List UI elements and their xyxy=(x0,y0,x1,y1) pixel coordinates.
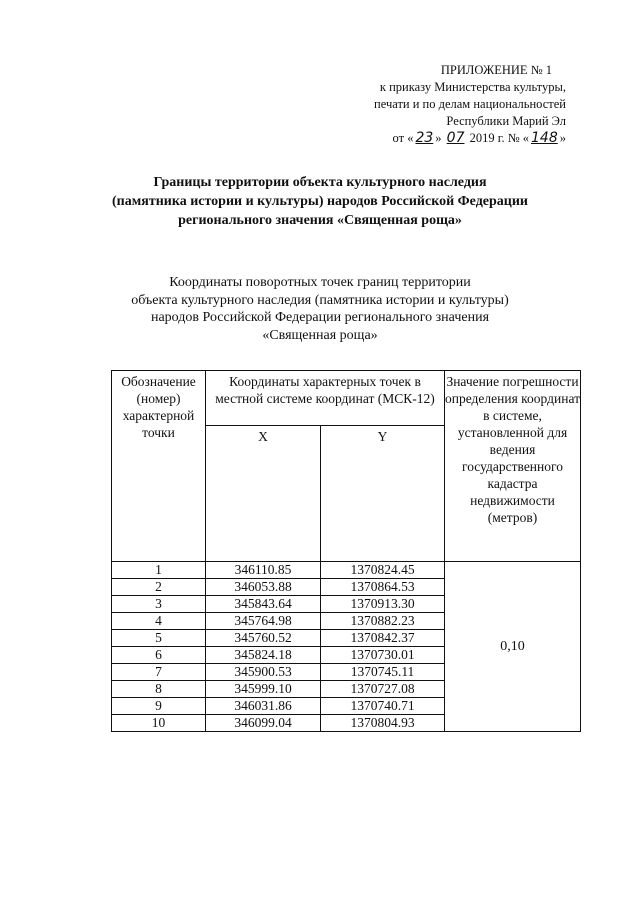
coord-y: 1370727.08 xyxy=(321,681,445,698)
caption-line-2: объекта культурного наследия (памятника истории и культуры) xyxy=(131,292,509,308)
coord-y: 1370730.01 xyxy=(321,647,445,664)
date-prefix: от « xyxy=(392,131,414,145)
coord-x: 345843.64 xyxy=(206,596,321,613)
title-line-3: регионального значения «Священная роща» xyxy=(178,213,462,228)
date-suffix: » xyxy=(559,131,566,145)
caption-line-1: Координаты поворотных точек границ территории xyxy=(169,275,471,290)
title-line-1: Границы территории объекта культурного наследия xyxy=(153,175,487,190)
appendix-label: ПРИЛОЖЕНИЕ № 1 xyxy=(440,63,552,77)
order-day: 23 xyxy=(415,130,434,146)
coord-y: 1370740.71 xyxy=(321,698,445,715)
point-number: 10 xyxy=(112,715,206,732)
date-mid-1: » xyxy=(435,131,445,145)
point-number: 3 xyxy=(112,596,206,613)
header-point-number: Обозначение (номер) характерной точки xyxy=(112,371,206,562)
coord-y: 1370882.23 xyxy=(321,613,445,630)
point-number: 1 xyxy=(112,562,206,579)
point-number: 8 xyxy=(112,681,206,698)
coord-y: 1370824.45 xyxy=(321,562,445,579)
coord-x: 346110.85 xyxy=(206,562,321,579)
coord-x: 346053.88 xyxy=(206,579,321,596)
appendix-header xyxy=(306,62,566,147)
coord-x: 345999.10 xyxy=(206,681,321,698)
accuracy-value: 0,10 xyxy=(445,562,581,732)
order-date-line xyxy=(306,130,566,147)
point-number: 4 xyxy=(112,613,206,630)
order-line-3: Республики Марий Эл xyxy=(446,114,566,128)
caption-line-4: «Священная роща» xyxy=(262,327,378,343)
point-number: 6 xyxy=(112,647,206,664)
coord-x: 346031.86 xyxy=(206,698,321,715)
coord-y: 1370804.93 xyxy=(321,715,445,732)
order-line-1: к приказу Министерства культуры, xyxy=(379,80,566,94)
coord-y: 1370745.11 xyxy=(321,664,445,681)
coord-x: 345764.98 xyxy=(206,613,321,630)
coord-y: 1370913.30 xyxy=(321,596,445,613)
coord-x: 345824.18 xyxy=(206,647,321,664)
coord-y: 1370842.37 xyxy=(321,630,445,647)
coord-x: 345900.53 xyxy=(206,664,321,681)
table-caption xyxy=(60,274,580,344)
title-line-2: (памятника истории и культуры) народов Российской Федерации xyxy=(112,194,528,209)
header-x: X xyxy=(206,426,321,562)
coord-x: 345760.52 xyxy=(206,630,321,647)
order-number: 148 xyxy=(531,130,558,146)
coordinates-body xyxy=(112,562,581,732)
header-y: Y xyxy=(321,426,445,562)
point-number: 2 xyxy=(112,579,206,596)
header-accuracy: Значение погрешности определения координат в системе, установленной для ведения государственного кадастра недвижимости (метров) xyxy=(445,371,581,562)
header-coordinates: Координаты характерных точек в местной системе координат (МСК-12) xyxy=(206,371,445,426)
coordinates-table xyxy=(111,370,581,732)
document-title xyxy=(60,173,580,230)
coord-y: 1370864.53 xyxy=(321,579,445,596)
point-number: 7 xyxy=(112,664,206,681)
caption-line-3: народов Российской Федерации регионального значения xyxy=(150,310,490,325)
order-line-2: печати и по делам национальностей xyxy=(374,97,566,111)
table-row xyxy=(112,562,581,579)
point-number: 9 xyxy=(112,698,206,715)
order-month: 07 xyxy=(446,130,465,146)
date-mid-2: 2019 г. № « xyxy=(466,131,530,145)
coord-x: 346099.04 xyxy=(206,715,321,732)
point-number: 5 xyxy=(112,630,206,647)
